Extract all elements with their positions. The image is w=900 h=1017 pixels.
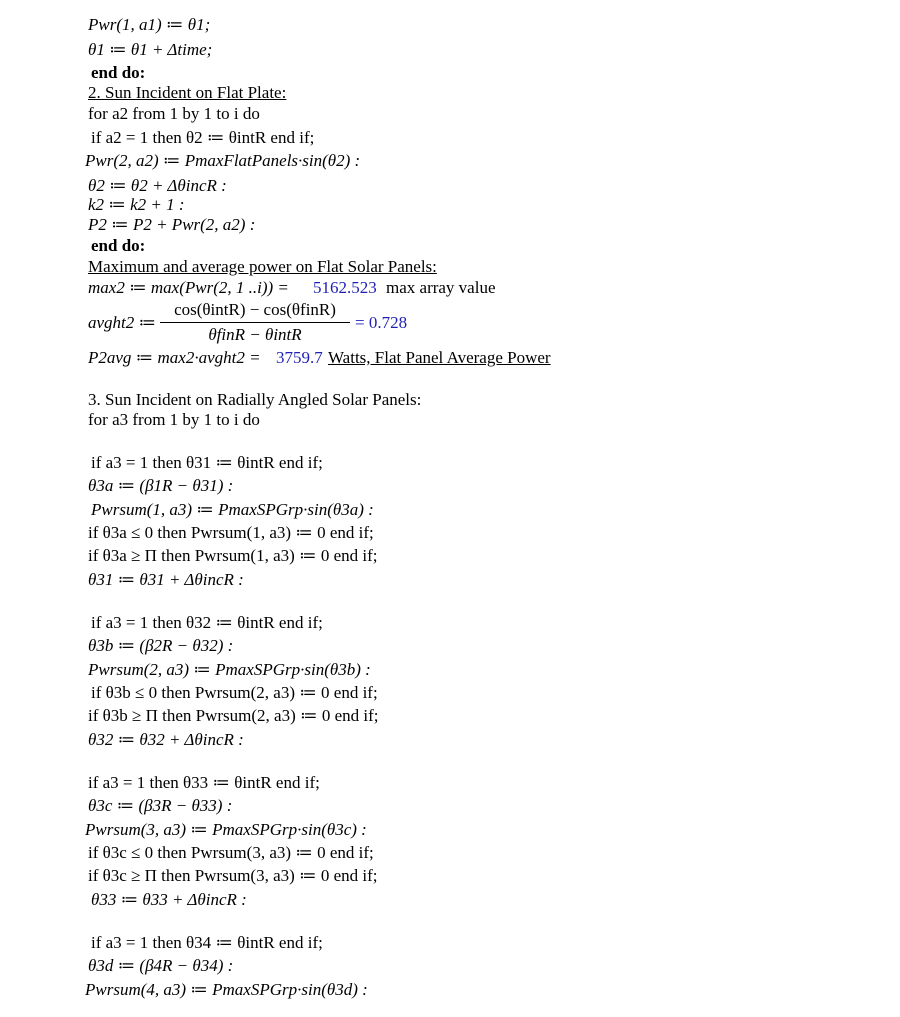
code-line: max2 ≔ max(Pwr(2, 1 ..i)) =: [88, 278, 289, 297]
code-line: θ3c ≔ (β3R − θ33) :: [88, 796, 233, 815]
code-line: if θ3c ≥ Π then Pwrsum(3, a3) ≔ 0 end if;: [88, 866, 378, 885]
code-line: Pwrsum(1, a3) ≔ PmaxSPGrp·sin(θ3a) :: [91, 500, 374, 519]
max2-suffix: max array value: [386, 278, 496, 297]
code-line: θ1 ≔ θ1 + Δtime;: [88, 40, 213, 59]
code-line: Maximum and average power on Flat Solar Panels:: [88, 257, 437, 276]
code-line: θ31 ≔ θ31 + ΔθincR :: [88, 570, 244, 589]
code-line: θ3b ≔ (β2R − θ32) :: [88, 636, 234, 655]
p2avg-value: 3759.7: [276, 348, 323, 367]
code-line: P2avg ≔ max2·avght2 =: [88, 348, 261, 367]
code-line: if a3 = 1 then θ33 ≔ θintR end if;: [88, 773, 320, 792]
code-line: θ3a ≔ (β1R − θ31) :: [88, 476, 234, 495]
code-line: k2 ≔ k2 + 1 :: [88, 195, 185, 214]
code-line: θ33 ≔ θ33 + ΔθincR :: [91, 890, 247, 909]
code-line: if θ3a ≤ 0 then Pwrsum(1, a3) ≔ 0 end if;: [88, 523, 374, 542]
p2avg-suffix: Watts, Flat Panel Average Power: [328, 348, 551, 367]
code-line: if a3 = 1 then θ34 ≔ θintR end if;: [91, 933, 323, 952]
code-line: if a3 = 1 then θ32 ≔ θintR end if;: [91, 613, 323, 632]
code-line: P2 ≔ P2 + Pwr(2, a2) :: [88, 215, 256, 234]
code-line: Pwrsum(3, a3) ≔ PmaxSPGrp·sin(θ3c) :: [85, 820, 367, 839]
avght2-denominator: θfinR − θintR: [208, 325, 302, 344]
code-line: Pwrsum(4, a3) ≔ PmaxSPGrp·sin(θ3d) :: [85, 980, 368, 999]
max2-value: 5162.523: [313, 278, 377, 297]
code-line: if θ3b ≤ 0 then Pwrsum(2, a3) ≔ 0 end if;: [91, 683, 378, 702]
code-line: θ3d ≔ (β4R − θ34) :: [88, 956, 234, 975]
code-line: θ32 ≔ θ32 + ΔθincR :: [88, 730, 244, 749]
code-line: for a2 from 1 by 1 to i do: [88, 104, 260, 123]
code-line: 2. Sun Incident on Flat Plate:: [88, 83, 287, 102]
code-line: θ2 ≔ θ2 + ΔθincR :: [88, 176, 227, 195]
code-line: if θ3a ≥ Π then Pwrsum(1, a3) ≔ 0 end if;: [88, 546, 378, 565]
code-line: end do:: [91, 63, 146, 82]
code-line: if a2 = 1 then θ2 ≔ θintR end if;: [91, 128, 315, 147]
code-line: avght2 ≔: [88, 313, 157, 332]
code-line: 3. Sun Incident on Radially Angled Solar Panels:: [88, 390, 422, 409]
code-line: if a3 = 1 then θ31 ≔ θintR end if;: [91, 453, 323, 472]
code-line: end do:: [91, 236, 146, 255]
code-line: Pwrsum(2, a3) ≔ PmaxSPGrp·sin(θ3b) :: [88, 660, 371, 679]
fraction-bar: [160, 322, 350, 323]
code-line: for a3 from 1 by 1 to i do: [88, 410, 260, 429]
code-line: if θ3c ≤ 0 then Pwrsum(3, a3) ≔ 0 end if;: [88, 843, 374, 862]
avght2-value: = 0.728: [355, 313, 408, 332]
code-line: Pwr(1, a1) ≔ θ1;: [88, 15, 211, 34]
code-line: if θ3b ≥ Π then Pwrsum(2, a3) ≔ 0 end if;: [88, 706, 379, 725]
avght2-fraction: [160, 300, 350, 345]
code-line: Pwr(2, a2) ≔ PmaxFlatPanels·sin(θ2) :: [85, 151, 361, 170]
avght2-numerator: cos(θintR) − cos(θfinR): [174, 300, 336, 319]
